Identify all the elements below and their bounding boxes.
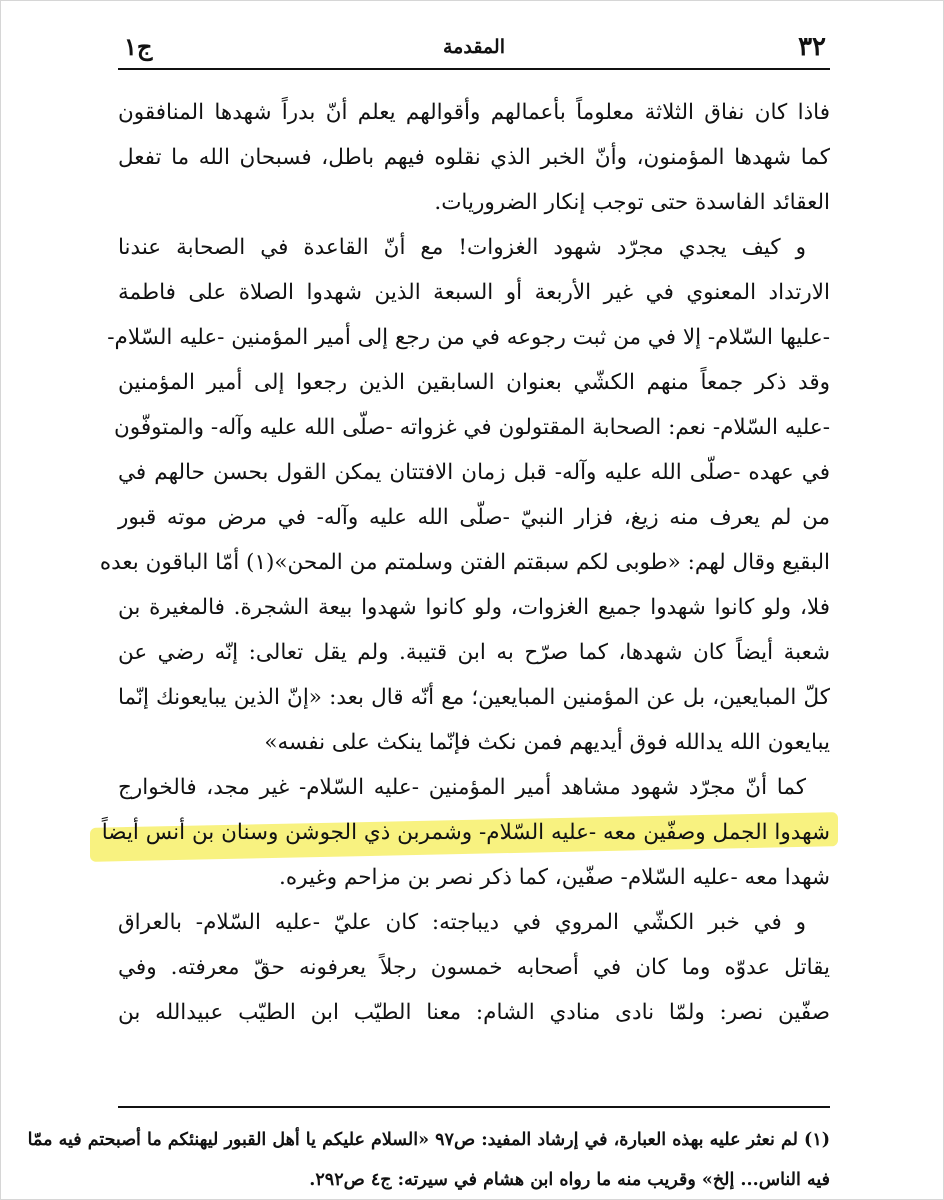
text-line: -عليه السّلام- نعم: الصحابة المقتولون في غزواته -صلّى الله عليه وآله- والمتوفّون	[113, 415, 830, 440]
section-title: المقدمة	[442, 36, 505, 58]
footnote-line: (١) لم نعثر عليه بهذه العبارة، في إرشاد المفيد: ص٩٧ «السلام عليكم يا أهل القبور ليهنئكم ما أصبحتم فيه ممّا	[27, 1130, 830, 1150]
text-line: الارتداد المعنوي في غير الأربعة أو السبعة الذين شهدوا الصلاة على فاطمة	[118, 280, 830, 305]
text-line: يبايعون الله يدالله فوق أيديهم فمن نكث فإنّما ينكث على نفسه»	[264, 730, 830, 755]
book-page	[27, 28, 830, 1190]
text-line: في عهده -صلّى الله عليه وآله- قبل زمان الافتتان يمكن القول بحسن حالهم في	[118, 460, 830, 485]
running-header	[118, 28, 830, 70]
text-line: فاذا كان نفاق الثلاثة معلوماً بأعمالهم وأقوالهم يعلم أنّ بدراً شهدها المنافقون	[118, 100, 830, 125]
page-number: ٣٢	[798, 32, 826, 62]
text-line: من لم يعرف منه زيغ، فزار النبيّ -صلّى الله عليه وآله- في مرض موته قبور	[118, 505, 830, 530]
main-text	[99, 90, 830, 1035]
text-line: فلا، ولو كانوا شهدوا جميع الغزوات، ولو كانوا شهدوا بيعة الشجرة. فالمغيرة بن	[118, 595, 830, 620]
text-line: كما أنّ مجرّد شهود مشاهد أمير المؤمنين -عليه السّلام- غير مجد، فالخوارج	[118, 775, 806, 800]
text-line: صفّين نصر: ولمّا نادى منادي الشام: معنا الطيّب ابن الطيّب عبيدالله بن	[118, 1000, 830, 1025]
text-line: شعبة أيضاً كان شهدها، كما صرّح به ابن قتيبة. ولم يقل تعالى: إنّه رضي عن	[118, 640, 830, 665]
text-line: و كيف يجدي مجرّد شهود الغزوات! مع أنّ القاعدة في الصحابة عندنا	[118, 235, 806, 260]
highlighted-text-line: شهدوا الجمل وصفّين معه -عليه السّلام- وشمربن ذي الجوشن وسنان بن أنس أيضاً	[118, 810, 830, 855]
text-line: العقائد الفاسدة حتى توجب إنكار الضروريات.	[434, 190, 830, 215]
text-line: شهدا معه -عليه السّلام- صفّين، كما ذكر نصر بن مزاحم وغيره.	[279, 865, 830, 890]
footnotes	[27, 1120, 830, 1200]
text-line: -عليها السّلام- إلا في من ثبت رجوعه في من رجع إلى أمير المؤمنين -عليه السّلام-	[107, 325, 830, 350]
footnote-line: فيه الناس... إلخ» وقريب منه ما رواه ابن هشام في سيرته: ج٤ ص٢٩٢.	[309, 1170, 830, 1190]
text-line: البقيع وقال لهم: «طوبى لكم سبقتم الفتن وسلمتم من المحن»(١) أمّا الباقون بعده	[99, 550, 830, 575]
text-line: وقد ذكر جمعاً منهم الكشّي بعنوان السابقين الذين رجعوا إلى أمير المؤمنين	[118, 370, 830, 395]
text-line: كلّ المبايعين، بل عن المؤمنين المبايعين؛ مع أنّه قال بعد: «إنّ الذين يبايعونك إنّما	[118, 685, 830, 710]
text-line: كما شهدها المؤمنون، وأنّ الخبر الذي نقلوه فيهم باطل، فسبحان الله ما تفعل	[118, 145, 830, 170]
volume-label: ج١	[124, 32, 153, 61]
text-line: يقاتل عدوّه وما كان في أصحابه خمسون رجلاً يعرفونه حقّ معرفته. وفي	[118, 955, 830, 980]
footnote-divider	[118, 1106, 830, 1108]
text-line: و في خبر الكشّي المروي في ديباجته: كان عليّ -عليه السّلام- بالعراق	[118, 910, 806, 935]
